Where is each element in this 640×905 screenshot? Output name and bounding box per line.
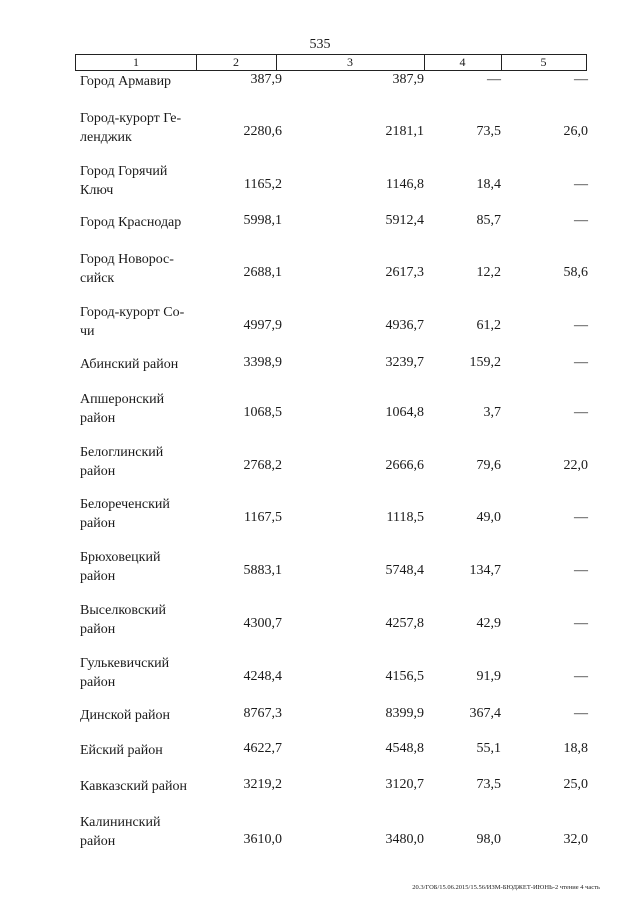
cell-col-3: 1118,5: [386, 510, 424, 525]
cell-col-4: —: [487, 72, 501, 87]
cell-col-3: 387,9: [392, 72, 424, 87]
cell-col-3: 1146,8: [386, 177, 424, 192]
cell-col-4: 73,5: [476, 124, 501, 139]
cell-col-2: 1068,5: [243, 405, 282, 420]
cell-col-2: 3610,0: [243, 832, 282, 847]
cell-col-3: 5748,4: [385, 563, 424, 578]
cell-col-4: 42,9: [476, 616, 501, 631]
cell-col-4: 61,2: [476, 318, 501, 333]
district-name: Город Новорос-сийск: [80, 252, 174, 286]
cell-col-4: 79,6: [476, 458, 501, 473]
cell-col-5: —: [574, 355, 588, 370]
cell-col-3: 2617,3: [385, 265, 424, 280]
district-name: Город Краснодар: [80, 215, 182, 230]
district-name: Калининский район: [80, 815, 161, 849]
cell-col-5: —: [574, 72, 588, 87]
district-name: Кавказский район: [80, 779, 188, 794]
cell-col-3: 4257,8: [385, 616, 424, 631]
column-header-4: 4: [459, 55, 466, 69]
document-footer: 20.3/ГОБ/15.06.2015/15.56/ИЗМ-БЮДЖЕТ-ИЮНЬ-2 чтение 4 часть: [412, 884, 600, 891]
cell-col-4: 73,5: [476, 777, 501, 792]
cell-col-5: 22,0: [563, 458, 588, 473]
cell-col-5: —: [574, 706, 588, 721]
cell-col-3: 2666,6: [385, 458, 424, 473]
cell-col-3: 4548,8: [385, 741, 424, 756]
district-name: Город Армавир: [80, 74, 172, 89]
cell-col-4: 3,7: [483, 405, 501, 420]
cell-col-4: 134,7: [469, 563, 501, 578]
cell-col-3: 4156,5: [385, 669, 424, 684]
cell-col-3: 3239,7: [385, 355, 424, 370]
cell-col-2: 1165,2: [244, 177, 282, 192]
cell-col-5: —: [574, 177, 588, 192]
cell-col-2: 4997,9: [243, 318, 282, 333]
district-name: Динской район: [80, 708, 171, 723]
cell-col-5: —: [574, 563, 588, 578]
cell-col-5: —: [574, 616, 588, 631]
cell-col-4: 49,0: [476, 510, 501, 525]
table-header-row: [75, 54, 587, 71]
column-header-3: 3: [347, 55, 353, 69]
cell-col-5: 25,0: [563, 777, 588, 792]
district-name: Ейский район: [80, 743, 163, 758]
cell-col-5: —: [574, 510, 588, 525]
cell-col-3: 1064,8: [385, 405, 424, 420]
cell-col-5: 32,0: [563, 832, 588, 847]
page-number: 535: [309, 37, 331, 52]
cell-col-5: —: [574, 318, 588, 333]
cell-col-4: 367,4: [469, 706, 501, 721]
cell-col-4: 18,4: [476, 177, 501, 192]
cell-col-3: 5912,4: [385, 213, 424, 228]
cell-col-5: 26,0: [563, 124, 588, 139]
cell-col-2: 3398,9: [243, 355, 282, 370]
cell-col-2: 1167,5: [244, 510, 282, 525]
cell-col-3: 3480,0: [385, 832, 424, 847]
district-name: Белоглинский район: [80, 445, 164, 479]
cell-col-4: 159,2: [469, 355, 501, 370]
district-name: Город-курорт Со-чи: [80, 305, 185, 339]
cell-col-5: —: [574, 213, 588, 228]
cell-col-4: 98,0: [476, 832, 501, 847]
cell-col-5: 18,8: [563, 741, 588, 756]
cell-col-2: 4622,7: [243, 741, 282, 756]
cell-col-5: 58,6: [563, 265, 588, 280]
column-header-1: 1: [133, 55, 139, 69]
cell-col-4: 55,1: [476, 741, 501, 756]
district-name: Гулькевичский район: [80, 656, 170, 690]
district-name: Город-курорт Ге-ленджик: [80, 111, 182, 145]
district-name: Выселковский район: [80, 603, 166, 637]
cell-col-5: —: [574, 405, 588, 420]
cell-col-4: 85,7: [476, 213, 501, 228]
cell-col-2: 3219,2: [243, 777, 282, 792]
column-header-2: 2: [233, 55, 239, 69]
cell-col-5: —: [574, 669, 588, 684]
cell-col-2: 2768,2: [243, 458, 282, 473]
cell-col-2: 2688,1: [243, 265, 282, 280]
cell-col-2: 4300,7: [243, 616, 282, 631]
cell-col-2: 387,9: [250, 72, 282, 87]
district-name: Апшеронский район: [80, 392, 165, 426]
cell-col-2: 5998,1: [243, 213, 282, 228]
cell-col-3: 8399,9: [385, 706, 424, 721]
column-header-5: 5: [540, 55, 547, 69]
cell-col-3: 4936,7: [385, 318, 424, 333]
cell-col-3: 3120,7: [385, 777, 424, 792]
cell-col-4: 91,9: [476, 669, 501, 684]
cell-col-2: 5883,1: [243, 563, 282, 578]
district-name: Город Горячий Ключ: [80, 164, 168, 198]
cell-col-3: 2181,1: [385, 124, 424, 139]
district-name: Абинский район: [80, 357, 179, 372]
cell-col-2: 4248,4: [243, 669, 282, 684]
district-name: Брюховецкий район: [80, 550, 161, 584]
cell-col-2: 2280,6: [243, 124, 282, 139]
cell-col-4: 12,2: [476, 265, 501, 280]
cell-col-2: 8767,3: [243, 706, 282, 721]
district-name: Белореченский район: [80, 497, 170, 531]
